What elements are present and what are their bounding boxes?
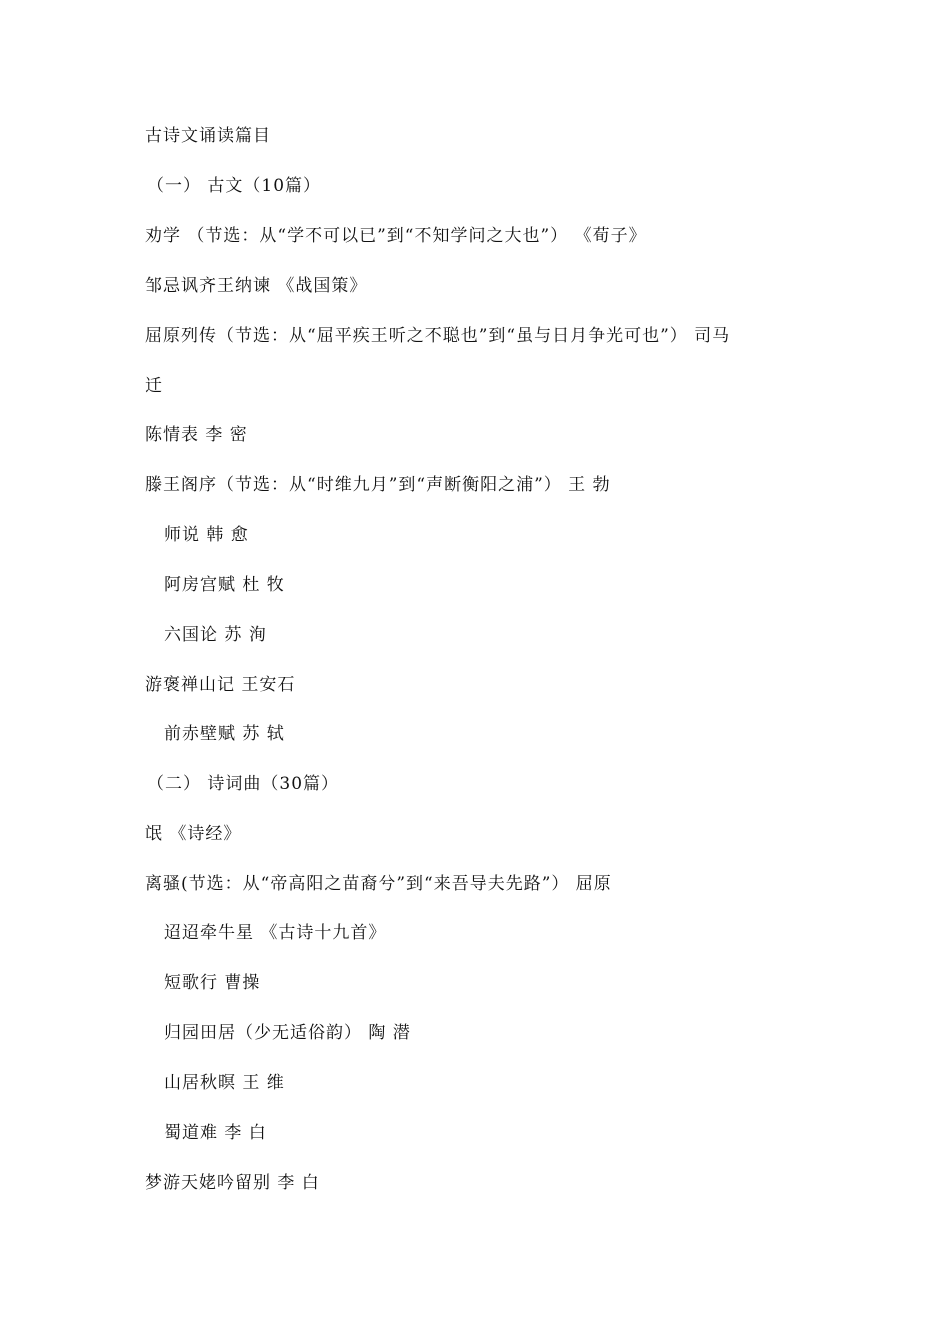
text-line: 迁: [145, 376, 163, 396]
text-line: 氓 《诗经》: [145, 824, 242, 844]
text-line: 屈原列传（节选：从“屈平疾王听之不聪也”到“虽与日月争光可也”） 司马: [145, 326, 731, 346]
text-line: 迢迢牵牛星 《古诗十九首》: [164, 923, 387, 943]
text-line: 劝学 （节选：从“学不可以已”到“不知学问之大也”） 《荀子》: [145, 226, 647, 246]
text-line: 师说 韩 愈: [164, 525, 249, 545]
section-heading-poetry: （二） 诗词曲（30篇）: [147, 774, 340, 794]
text-line: 蜀道难 李 白: [164, 1123, 267, 1143]
text-line: 归园田居（少无适俗韵） 陶 潜: [164, 1023, 411, 1043]
text-line: 游褒禅山记 王安石: [145, 675, 296, 695]
text-line: 邹忌讽齐王纳谏 《战国策》: [145, 276, 368, 296]
text-line: 梦游天姥吟留别 李 白: [145, 1173, 320, 1193]
text-line: 滕王阁序（节选：从“时维九月”到“声断衡阳之浦”） 王 勃: [145, 475, 611, 495]
text-line: 陈情表 李 密: [145, 425, 248, 445]
text-line: 短歌行 曹操: [164, 973, 261, 993]
text-line: 离骚(节选：从“帝高阳之苗裔兮”到“来吾导夫先路”） 屈原: [145, 874, 612, 894]
text-line: 六国论 苏 洵: [164, 625, 267, 645]
text-line: 阿房宫赋 杜 牧: [164, 575, 285, 595]
document-title: 古诗文诵读篇目: [145, 126, 271, 146]
text-line: 前赤壁赋 苏 轼: [164, 724, 285, 744]
text-line: 山居秋暝 王 维: [164, 1073, 285, 1093]
section-heading-prose: （一） 古文（10篇）: [147, 176, 322, 196]
